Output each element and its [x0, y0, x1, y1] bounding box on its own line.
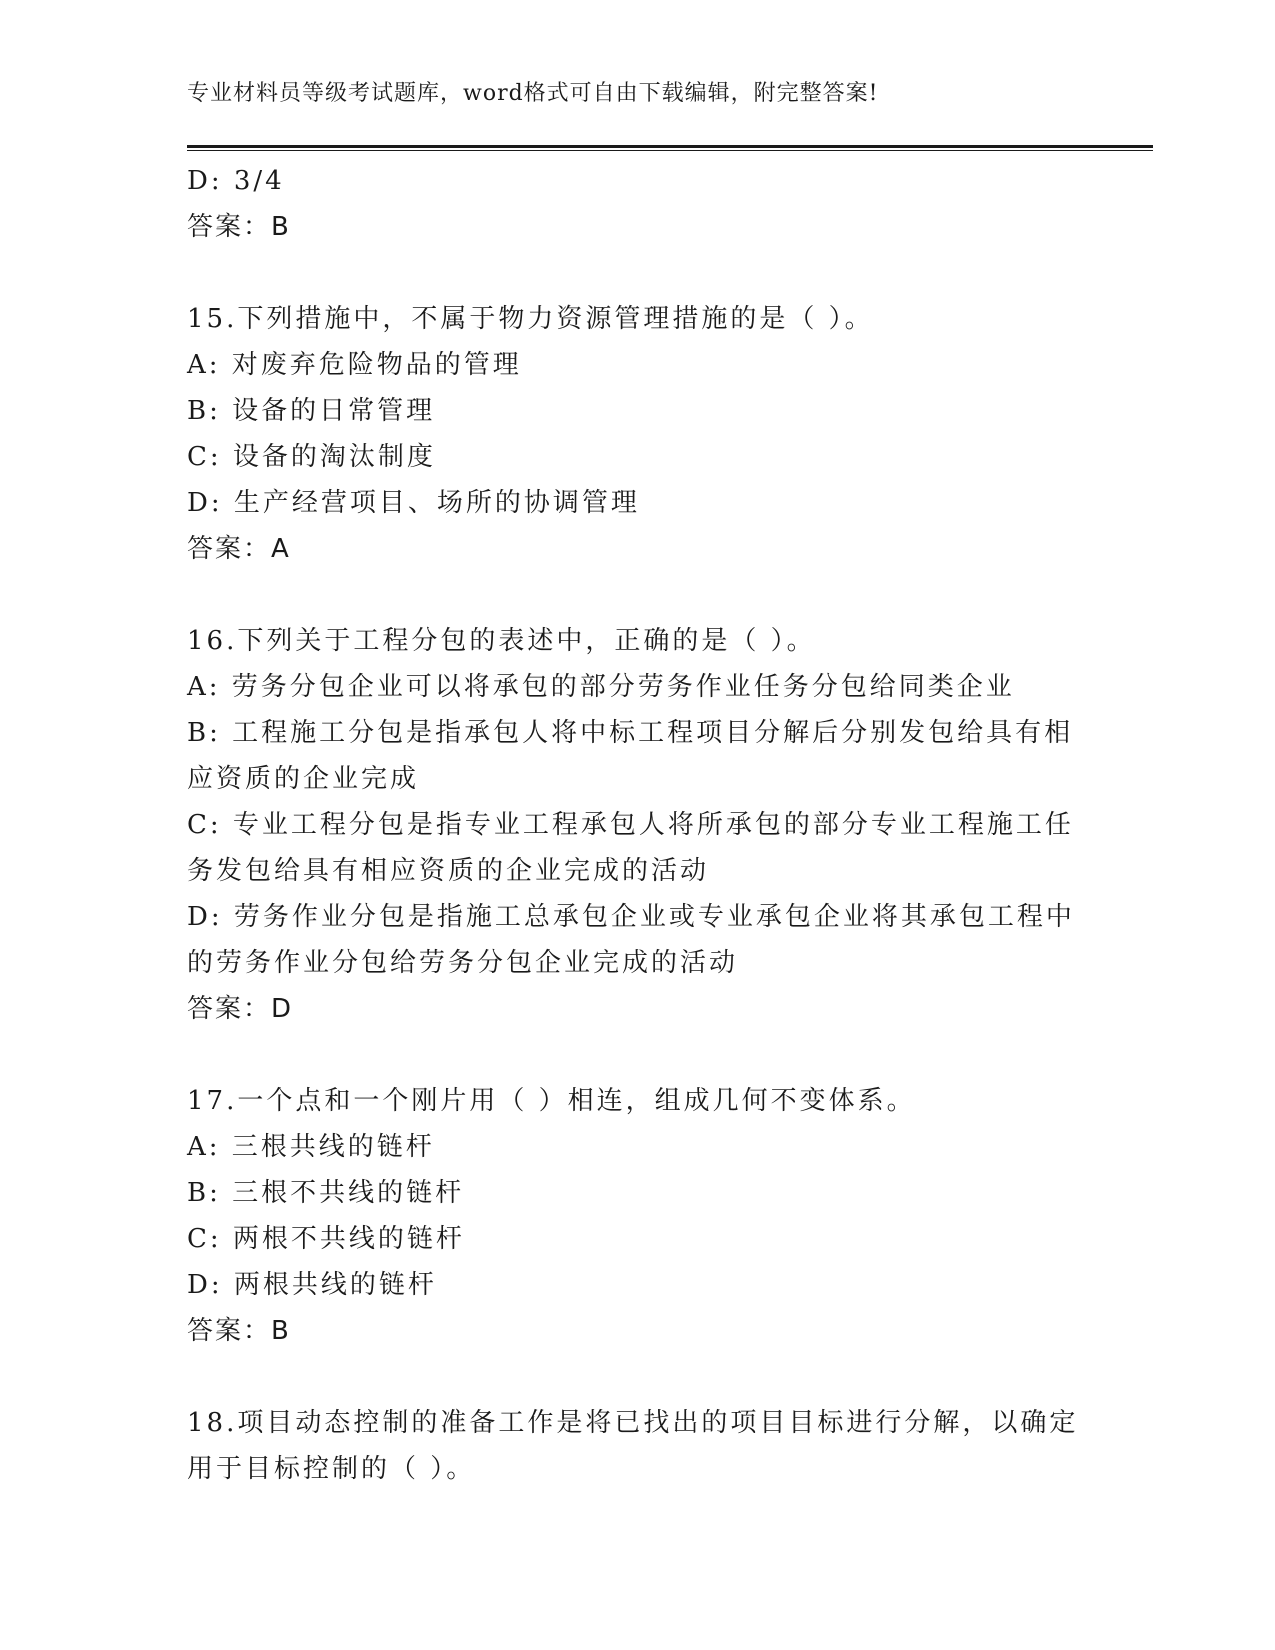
option-a: A: 三根共线的链杆	[187, 1132, 435, 1162]
option-d: D: 两根共线的链杆	[187, 1270, 437, 1300]
page-header-title: 专业材料员等级考试题库，word格式可自由下载编辑，附完整答案!	[187, 81, 879, 106]
question-stem: 17.一个点和一个刚片用（ ）相连，组成几何不变体系。	[187, 1086, 916, 1116]
option-b: B: 三根不共线的链杆	[187, 1178, 465, 1208]
option-d-continued: 的劳务作业分包给劳务分包企业完成的活动	[187, 948, 739, 978]
option-d: D: 劳务作业分包是指施工总承包企业或专业承包企业将其承包工程中	[187, 902, 1075, 932]
spacer	[187, 1032, 1087, 1078]
answer-line: 答案：D	[187, 994, 294, 1024]
question-stem: 15.下列措施中，不属于物力资源管理措施的是（ ）。	[187, 304, 874, 334]
answer-line: 答案：B	[187, 1316, 291, 1346]
option-c: C: 两根不共线的链杆	[187, 1224, 465, 1254]
option-c: C: 设备的淘汰制度	[187, 442, 436, 472]
option-c-continued: 务发包给具有相应资质的企业完成的活动	[187, 856, 710, 886]
option-c: C: 专业工程分包是指专业工程承包人将所承包的部分专业工程施工任	[187, 810, 1074, 840]
option-d: D: 3/4	[187, 166, 285, 196]
option-b: B: 设备的日常管理	[187, 396, 436, 426]
option-a: A: 劳务分包企业可以将承包的部分劳务作业任务分包给同类企业	[187, 672, 1015, 702]
answer-line: 答案：B	[187, 212, 291, 242]
question-block-15	[187, 296, 1087, 572]
header-rule	[187, 145, 1153, 148]
question-stem-continued: 用于目标控制的（ ）。	[187, 1454, 476, 1484]
option-d: D: 生产经营项目、场所的协调管理	[187, 488, 640, 518]
spacer	[187, 250, 1087, 296]
question-stem: 18.项目动态控制的准备工作是将已找出的项目目标进行分解，以确定	[187, 1408, 1079, 1438]
header-rule-thin	[187, 150, 1153, 151]
question-block-18	[187, 1400, 1087, 1492]
spacer	[187, 572, 1087, 618]
spacer	[187, 1354, 1087, 1400]
question-stem: 16.下列关于工程分包的表述中，正确的是（ ）。	[187, 626, 816, 656]
answer-line: 答案：A	[187, 534, 291, 564]
option-b: B: 工程施工分包是指承包人将中标工程项目分解后分别发包给具有相	[187, 718, 1074, 748]
question-content	[187, 158, 1087, 1492]
question-block-16	[187, 618, 1087, 1032]
question-block-17	[187, 1078, 1087, 1354]
option-a: A: 对废弃危险物品的管理	[187, 350, 522, 380]
question-block-14-tail	[187, 158, 1087, 250]
option-b-continued: 应资质的企业完成	[187, 764, 420, 794]
